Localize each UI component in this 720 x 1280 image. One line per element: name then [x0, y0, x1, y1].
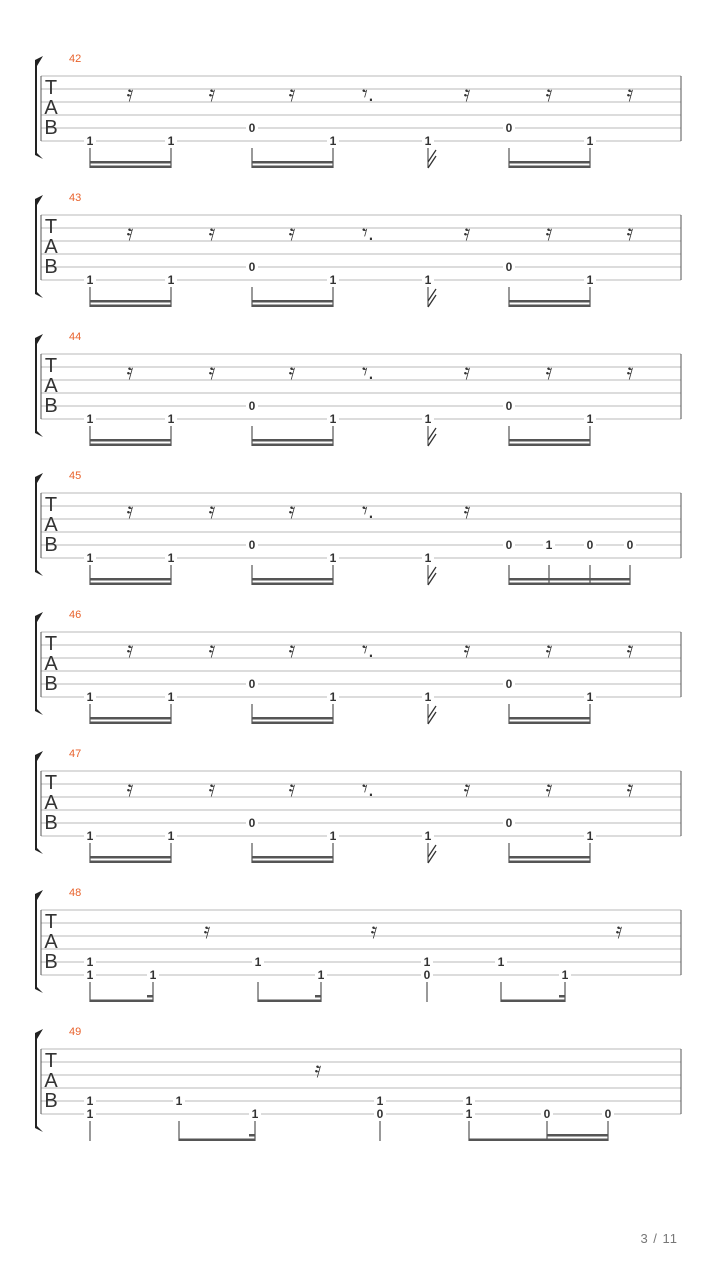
rest-symbol: 𝄿 — [545, 359, 553, 384]
fret-number: 1 — [424, 551, 432, 565]
page-number: 3 / 11 — [640, 1231, 678, 1246]
rest-symbol: 𝄿 — [288, 637, 296, 662]
beam — [252, 856, 333, 859]
system-bracket — [35, 751, 43, 854]
fret-number: 1 — [586, 690, 594, 704]
tab-system-47 — [35, 748, 681, 863]
rest-symbol: 𝄿 — [615, 918, 623, 943]
fret-number: 0 — [626, 538, 634, 552]
beam — [509, 305, 590, 308]
fret-number: 1 — [424, 273, 432, 287]
tab-clef-letter: B — [44, 1090, 58, 1112]
fret-number: 0 — [543, 1107, 551, 1121]
rest-symbol: 𝄾. — [362, 637, 374, 662]
tab-system-43 — [35, 192, 681, 307]
system-bracket — [35, 334, 43, 437]
rest-symbol: 𝄿 — [208, 220, 216, 245]
rest-symbol: 𝄿 — [370, 918, 378, 943]
tab-clef-letter: A — [44, 375, 58, 397]
system-bracket — [35, 1029, 43, 1132]
beam — [469, 1139, 608, 1142]
tab-clef-letter: T — [44, 77, 58, 99]
measure-number: 42 — [69, 53, 82, 65]
rest-symbol: 𝄾. — [362, 498, 374, 523]
tab-clef-letter: B — [44, 395, 58, 417]
fret-number: 1 — [86, 551, 94, 565]
fret-number: 1 — [86, 955, 94, 969]
fret-number: 1 — [586, 412, 594, 426]
beam — [90, 439, 171, 442]
beam — [547, 1134, 608, 1137]
tab-clef-letter: T — [44, 355, 58, 377]
fret-number: 1 — [424, 412, 432, 426]
note-flag — [428, 428, 436, 446]
beam — [252, 444, 333, 447]
rest-symbol: 𝄿 — [626, 220, 634, 245]
note-flag — [428, 150, 436, 168]
beam — [252, 861, 333, 864]
rest-symbol: 𝄿 — [545, 637, 553, 662]
measure-number: 48 — [69, 887, 82, 899]
measure-number: 49 — [69, 1026, 82, 1038]
fret-number: 0 — [423, 968, 431, 982]
beam — [90, 861, 171, 864]
beam — [509, 583, 630, 586]
rest-symbol: 𝄿 — [208, 359, 216, 384]
fret-number: 1 — [167, 412, 175, 426]
tab-clef-letter: A — [44, 236, 58, 258]
fret-number: 0 — [248, 538, 256, 552]
beam — [90, 856, 171, 859]
rest-symbol: 𝄿 — [626, 637, 634, 662]
rest-symbol: 𝄿 — [463, 498, 471, 523]
tab-clef-letter: A — [44, 514, 58, 536]
beam — [252, 439, 333, 442]
fret-number: 0 — [248, 677, 256, 691]
tab-clef-letter: T — [44, 1050, 58, 1072]
fret-number: 1 — [251, 1107, 259, 1121]
fret-number: 1 — [423, 955, 431, 969]
fret-number: 1 — [86, 1094, 94, 1108]
fret-number: 1 — [545, 538, 553, 552]
beam-stub — [249, 1134, 255, 1137]
rest-symbol: 𝄿 — [208, 81, 216, 106]
tab-clef-letter: B — [44, 673, 58, 695]
fret-number: 1 — [149, 968, 157, 982]
fret-number: 0 — [505, 121, 513, 135]
tab-system-46 — [35, 609, 681, 724]
system-bracket — [35, 473, 43, 576]
beam — [90, 717, 171, 720]
beam — [252, 161, 333, 164]
rest-symbol: 𝄿 — [126, 359, 134, 384]
fret-number: 1 — [329, 829, 337, 843]
tab-clef-letter: B — [44, 256, 58, 278]
rest-symbol: 𝄾. — [362, 776, 374, 801]
beam-stub — [315, 995, 321, 998]
beam — [501, 1000, 565, 1003]
rest-symbol: 𝄿 — [208, 498, 216, 523]
fret-number: 0 — [505, 399, 513, 413]
beam — [90, 300, 171, 303]
beam — [90, 583, 171, 586]
fret-number: 0 — [376, 1107, 384, 1121]
rest-symbol: 𝄿 — [626, 359, 634, 384]
fret-number: 1 — [465, 1094, 473, 1108]
rest-symbol: 𝄾. — [362, 81, 374, 106]
tab-system-49 — [35, 1026, 681, 1141]
system-bracket — [35, 612, 43, 715]
rest-symbol: 𝄿 — [463, 359, 471, 384]
measure-number: 46 — [69, 609, 82, 621]
rest-symbol: 𝄿 — [288, 220, 296, 245]
fret-number: 1 — [329, 134, 337, 148]
beam — [509, 439, 590, 442]
fret-number: 1 — [167, 690, 175, 704]
tab-system-45 — [35, 470, 681, 585]
fret-number: 1 — [586, 829, 594, 843]
rest-symbol: 𝄿 — [208, 776, 216, 801]
rest-symbol: 𝄿 — [208, 637, 216, 662]
fret-number: 0 — [505, 816, 513, 830]
beam — [252, 578, 333, 581]
fret-number: 1 — [586, 273, 594, 287]
system-bracket — [35, 56, 43, 159]
fret-number: 1 — [86, 134, 94, 148]
tab-clef-letter: A — [44, 792, 58, 814]
note-flag — [428, 289, 436, 307]
fret-number: 1 — [376, 1094, 384, 1108]
fret-number: 0 — [248, 121, 256, 135]
rest-symbol: 𝄿 — [626, 776, 634, 801]
rest-symbol: 𝄿 — [126, 776, 134, 801]
beam — [252, 305, 333, 308]
system-bracket — [35, 195, 43, 298]
fret-number: 0 — [505, 677, 513, 691]
beam — [90, 1000, 153, 1003]
tab-clef-letter: A — [44, 931, 58, 953]
beam — [252, 583, 333, 586]
beam — [90, 578, 171, 581]
tab-clef-letter: T — [44, 633, 58, 655]
fret-number: 1 — [317, 968, 325, 982]
rest-symbol: 𝄾. — [362, 220, 374, 245]
rest-symbol: 𝄿 — [463, 81, 471, 106]
fret-number: 1 — [424, 134, 432, 148]
note-flag — [428, 706, 436, 724]
fret-number: 1 — [497, 955, 505, 969]
tab-clef-letter: B — [44, 812, 58, 834]
beam — [90, 166, 171, 169]
rest-symbol: 𝄿 — [626, 81, 634, 106]
rest-symbol: 𝄿 — [288, 81, 296, 106]
beam-stub — [147, 995, 153, 998]
rest-symbol: 𝄿 — [463, 637, 471, 662]
tab-clef-letter: A — [44, 1070, 58, 1092]
rest-symbol: 𝄿 — [203, 918, 211, 943]
tab-clef-letter: B — [44, 534, 58, 556]
rest-symbol: 𝄿 — [288, 776, 296, 801]
note-flag — [428, 845, 436, 863]
tab-clef-letter: B — [44, 117, 58, 139]
rest-symbol: 𝄿 — [288, 359, 296, 384]
fret-number: 1 — [167, 273, 175, 287]
fret-number: 1 — [86, 412, 94, 426]
rest-symbol: 𝄿 — [314, 1057, 322, 1082]
beam — [258, 1000, 321, 1003]
rest-symbol: 𝄿 — [126, 81, 134, 106]
fret-number: 1 — [86, 273, 94, 287]
rest-symbol: 𝄿 — [126, 498, 134, 523]
fret-number: 1 — [167, 134, 175, 148]
beam — [509, 578, 630, 581]
rest-symbol: 𝄿 — [126, 220, 134, 245]
beam — [90, 722, 171, 725]
measure-number: 43 — [69, 192, 82, 204]
fret-number: 1 — [465, 1107, 473, 1121]
beam — [509, 444, 590, 447]
beam — [90, 305, 171, 308]
tab-system-44 — [35, 331, 681, 446]
beam — [179, 1139, 255, 1142]
rest-symbol: 𝄿 — [463, 220, 471, 245]
fret-number: 0 — [248, 399, 256, 413]
fret-number: 1 — [329, 551, 337, 565]
fret-number: 0 — [248, 260, 256, 274]
rest-symbol: 𝄿 — [288, 498, 296, 523]
tab-clef-letter: T — [44, 772, 58, 794]
system-bracket — [35, 890, 43, 993]
beam — [90, 161, 171, 164]
fret-number: 1 — [329, 273, 337, 287]
beam — [509, 717, 590, 720]
measure-number: 45 — [69, 470, 82, 482]
fret-number: 1 — [86, 829, 94, 843]
rest-symbol: 𝄾. — [362, 359, 374, 384]
beam — [509, 856, 590, 859]
beam — [509, 166, 590, 169]
beam — [509, 300, 590, 303]
beam — [509, 861, 590, 864]
fret-number: 1 — [254, 955, 262, 969]
fret-number: 1 — [329, 690, 337, 704]
rest-symbol: 𝄿 — [545, 81, 553, 106]
measure-number: 47 — [69, 748, 82, 760]
fret-number: 1 — [424, 690, 432, 704]
tab-clef-letter: B — [44, 951, 58, 973]
fret-number: 1 — [561, 968, 569, 982]
beam — [252, 300, 333, 303]
measure-number: 44 — [69, 331, 82, 343]
fret-number: 0 — [604, 1107, 612, 1121]
rest-symbol: 𝄿 — [545, 220, 553, 245]
fret-number: 0 — [586, 538, 594, 552]
fret-number: 0 — [505, 260, 513, 274]
fret-number: 1 — [175, 1094, 183, 1108]
tab-clef-letter: A — [44, 97, 58, 119]
tab-clef-letter: T — [44, 911, 58, 933]
beam — [509, 722, 590, 725]
rest-symbol: 𝄿 — [463, 776, 471, 801]
fret-number: 1 — [86, 968, 94, 982]
rest-symbol: 𝄿 — [126, 637, 134, 662]
fret-number: 1 — [167, 829, 175, 843]
tab-system-48 — [35, 887, 681, 1002]
fret-number: 1 — [167, 551, 175, 565]
tab-clef-letter: T — [44, 216, 58, 238]
fret-number: 1 — [424, 829, 432, 843]
beam — [252, 722, 333, 725]
fret-number: 1 — [586, 134, 594, 148]
fret-number: 0 — [248, 816, 256, 830]
beam — [509, 161, 590, 164]
note-flag — [428, 567, 436, 585]
fret-number: 1 — [86, 690, 94, 704]
tab-system-42 — [35, 53, 681, 168]
beam — [252, 166, 333, 169]
beam-stub — [559, 995, 565, 998]
tab-clef-letter: A — [44, 653, 58, 675]
rest-symbol: 𝄿 — [545, 776, 553, 801]
beam — [252, 717, 333, 720]
fret-number: 1 — [86, 1107, 94, 1121]
tab-clef-letter: T — [44, 494, 58, 516]
fret-number: 0 — [505, 538, 513, 552]
fret-number: 1 — [329, 412, 337, 426]
beam — [90, 444, 171, 447]
